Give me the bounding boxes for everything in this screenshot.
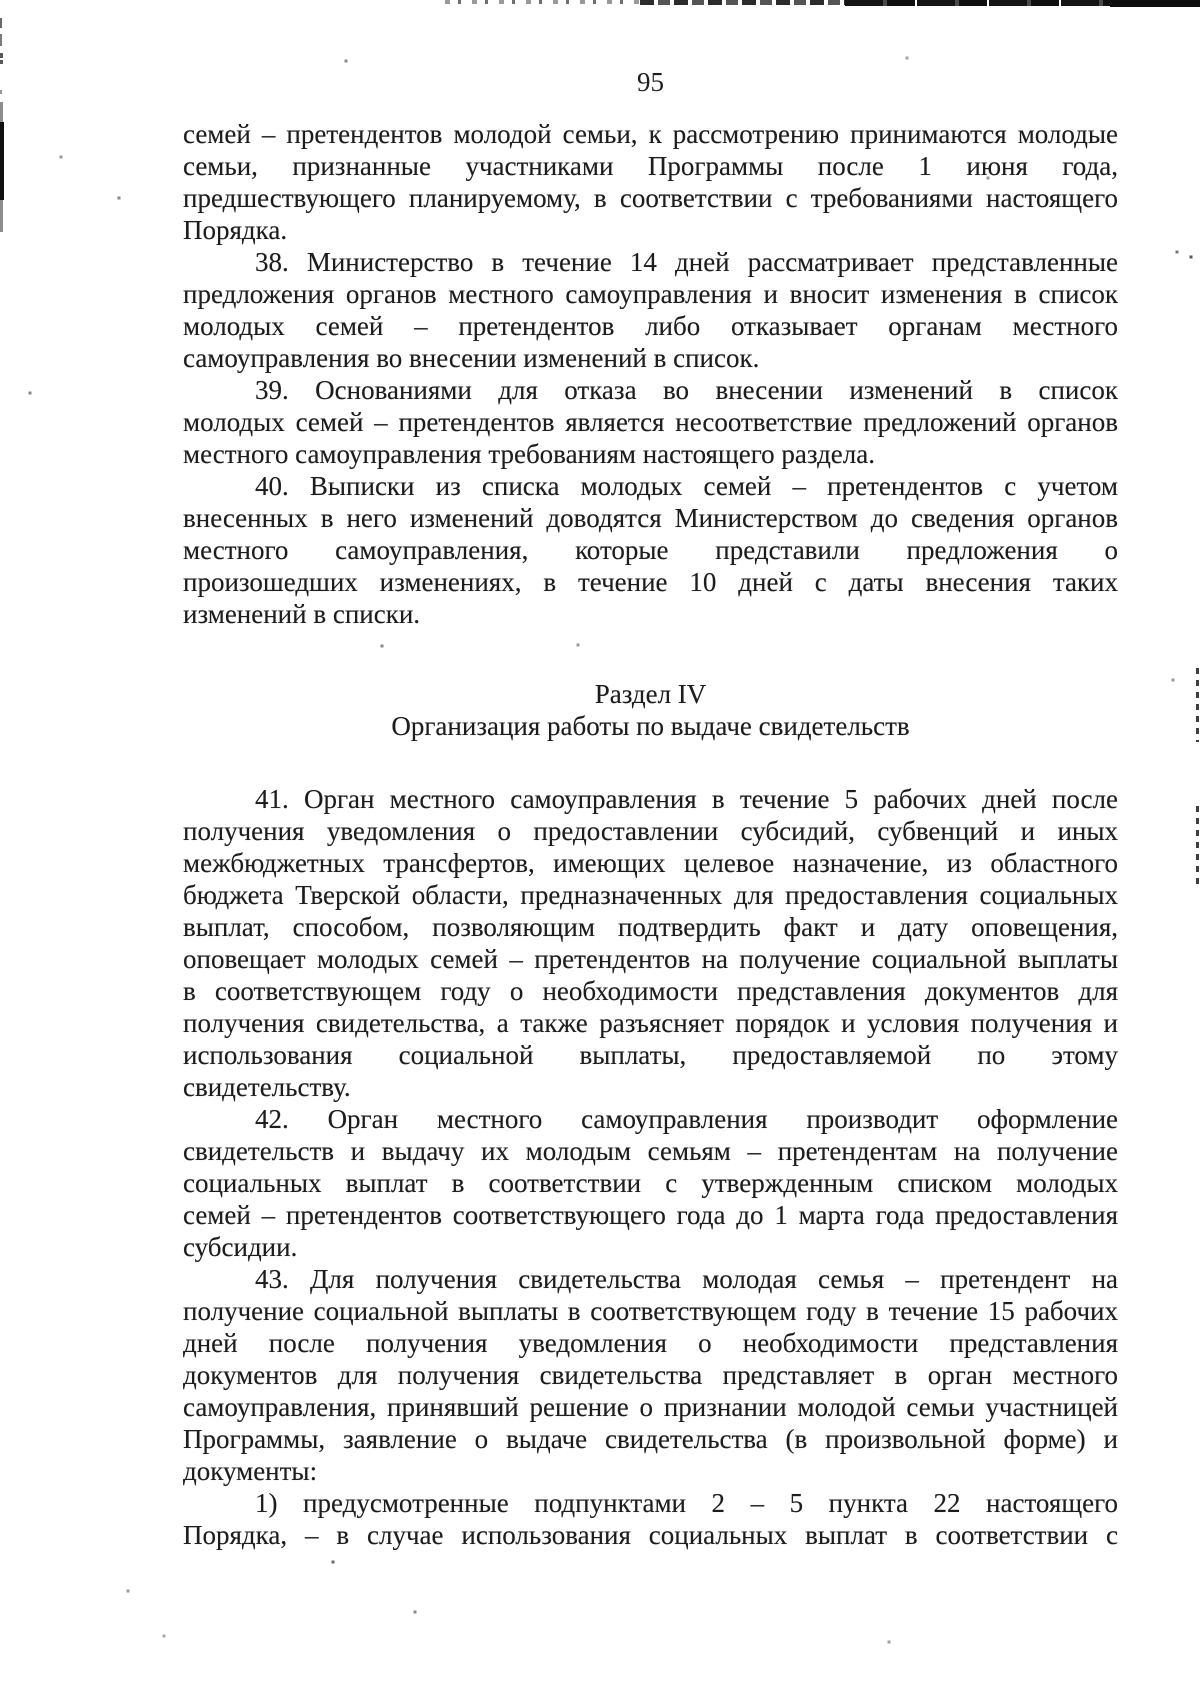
text-line: предшествующего планируемому, в соответствии с требованиями настоящего xyxy=(183,183,1118,213)
text-line: дней после получения уведомления о необходимости представления xyxy=(183,1328,1118,1358)
text-line: 42. Орган местного самоуправления производит оформление xyxy=(255,1104,1118,1134)
text-line: использования социальной выплаты, предоставляемой по этому xyxy=(183,1040,1118,1070)
text-line: получения уведомления о предоставлении субсидий, субвенций и иных xyxy=(183,816,1118,846)
text-line: семей – претендентов соответствующего года до 1 марта года предоставления xyxy=(183,1200,1118,1230)
scan-artifact-left-mark xyxy=(0,18,2,28)
text-line: свидетельству. xyxy=(183,1072,351,1102)
text-line: 41. Орган местного самоуправления в течение 5 рабочих дней после xyxy=(255,784,1118,814)
text-line: произошедших изменениях, в течение 10 дней с даты внесения таких xyxy=(183,567,1118,597)
scan-artifact-left-bar xyxy=(0,122,4,200)
para-38 xyxy=(183,246,1118,374)
text-line: предложения органов местного самоуправления и вносит изменения в список xyxy=(183,279,1118,309)
text-line: бюджета Тверской области, предназначенных для предоставления социальных xyxy=(183,880,1118,910)
text-line: социальных выплат в соответствии с утвержденным списком молодых xyxy=(183,1168,1118,1198)
text-line: самоуправления во внесении изменений в список. xyxy=(183,343,760,373)
text-line: семьи, признанные участниками Программы после 1 июня года, xyxy=(183,151,1118,181)
text-line: 43. Для получения свидетельства молодая семья – претендент на xyxy=(255,1264,1118,1294)
text-line: документов для получения свидетельства представляет в орган местного xyxy=(183,1360,1118,1390)
text-line: изменений в списки. xyxy=(183,599,421,629)
text-line: межбюджетных трансфертов, имеющих целевое назначение, из областного xyxy=(183,848,1118,878)
scan-artifact-left-bar xyxy=(0,200,3,232)
para-37-continuation xyxy=(183,118,1118,246)
text-line: местного самоуправления, которые представили предложения о xyxy=(183,535,1118,565)
document-body xyxy=(183,118,1118,1551)
text-line: документы: xyxy=(183,1456,318,1486)
scan-artifact-top-edge-sparse xyxy=(445,0,640,4)
scan-artifact-left-mark xyxy=(0,53,3,58)
scan-artifact-right-dashes xyxy=(1196,806,1199,890)
para-41 xyxy=(183,783,1118,1103)
text-line: в соответствующем году о необходимости представления документов для xyxy=(183,976,1118,1006)
scan-artifact-top-edge-dense xyxy=(845,0,1110,6)
text-line: Программы, заявление о выдаче свидетельства (в произвольной форме) и xyxy=(183,1424,1118,1454)
scan-artifact-left-mark xyxy=(0,90,2,94)
scan-artifact-top-edge-medium xyxy=(640,0,845,5)
scan-artifact-left-mark xyxy=(0,34,2,46)
text-line: 38. Министерство в течение 14 дней рассматривает представленные xyxy=(255,247,1118,277)
scan-noise-specks xyxy=(0,0,2,2)
para-40 xyxy=(183,470,1118,630)
text-line: семей – претендентов молодой семьи, к рассмотрению принимаются молодые xyxy=(183,119,1118,149)
para-43-item-1 xyxy=(183,1487,1118,1551)
section-heading xyxy=(183,678,1118,742)
text-line: свидетельств и выдачу их молодым семьям – претендентам на получение xyxy=(183,1136,1118,1166)
para-39 xyxy=(183,374,1118,470)
text-line: субсидии. xyxy=(183,1232,298,1262)
text-line: 40. Выписки из списка молодых семей – претендентов с учетом xyxy=(255,471,1118,501)
scan-artifact-left-bar xyxy=(0,102,3,124)
text-line: Порядка, – в случае использования социальных выплат в соответствии с xyxy=(183,1520,1118,1550)
text-line: выплат, способом, позволяющим подтвердить факт и дату оповещения, xyxy=(183,912,1118,942)
text-line: оповещает молодых семей – претендентов на получение социальной выплаты xyxy=(183,944,1118,974)
page-number: 95 xyxy=(637,67,664,97)
text-line: Организация работы по выдаче свидетельств xyxy=(391,711,910,741)
para-43 xyxy=(183,1263,1118,1487)
scan-artifact-top-edge-solid xyxy=(1110,0,1200,7)
text-line: молодых семей – претендентов либо отказывает органам местного xyxy=(183,311,1118,341)
text-line: внесенных в него изменений доводятся Министерством до сведения органов xyxy=(183,503,1118,533)
text-line: 1) предусмотренные подпунктами 2 – 5 пункта 22 настоящего xyxy=(255,1488,1118,1518)
text-line: Раздел IV xyxy=(594,679,707,709)
scan-artifact-right-dashes xyxy=(1196,668,1199,742)
text-line: получение социальной выплаты в соответствующем году в течение 15 рабочих xyxy=(183,1296,1118,1326)
text-line: получения свидетельства, а также разъясняет порядок и условия получения и xyxy=(183,1008,1118,1038)
text-line: молодых семей – претендентов является несоответствие предложений органов xyxy=(183,407,1118,437)
para-42 xyxy=(183,1103,1118,1263)
scan-artifact-left-mark xyxy=(0,60,3,64)
text-line: местного самоуправления требованиям настоящего раздела. xyxy=(183,439,875,469)
text-line: самоуправления, принявший решение о признании молодой семьи участницей xyxy=(183,1392,1118,1422)
text-line: Порядка. xyxy=(183,215,288,245)
text-line: 39. Основаниями для отказа во внесении изменений в список xyxy=(255,375,1118,405)
